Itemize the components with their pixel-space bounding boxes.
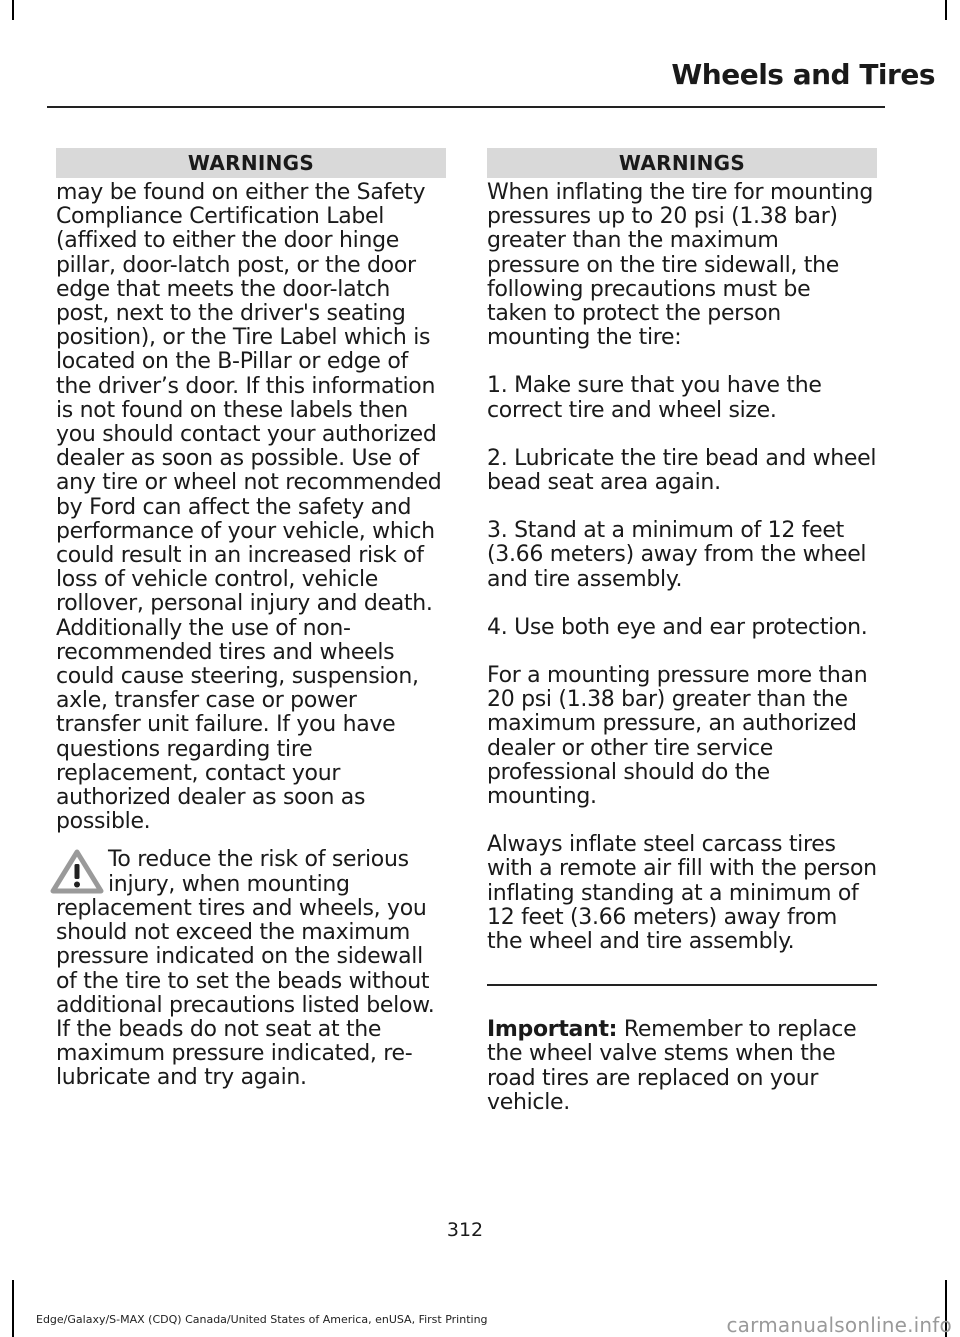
page-number: 312 [446,1219,484,1241]
right-column [487,148,877,1115]
step-1: 1. Make sure that you have the correct tire and wheel size. [487,373,822,423]
warnings-heading-right: WARNINGS [487,148,877,178]
important-label: Important: [487,1017,618,1043]
crop-mark-top-left [12,0,14,20]
step-4: 4. Use both eye and ear protection. [487,614,868,640]
caution-text: To reduce the risk of serious injury, when mounting replacement tires and wheels, you should not exceed the maximum pressure indicated on the sidewall of the tire to set the beads without additional precautions listed below. If the beads do not seat at the maximum pressure indicated, re-lubricate and try again. [56,847,435,1091]
dealer-note: For a mounting pressure more than 20 psi (1.38 bar) greater than the maximum pressure, an authorized dealer or other tire service professional should do the mounting. [487,663,868,810]
crop-mark-bottom-left [12,1280,14,1337]
section-divider [487,984,877,986]
warning-triangle-icon [50,848,104,894]
page-title: Wheels and Tires [671,58,935,91]
title-divider [47,106,885,108]
step-3: 3. Stand at a minimum of 12 feet (3.66 meters) away from the wheel and tire assembly. [487,518,867,592]
remote-fill-note: Always inflate steel carcass tires with a remote air fill with the person inflating standing at a minimum of 12 feet (3.66 meters) away from the wheel and tire assembly. [487,832,877,955]
print-info: Edge/Galaxy/S-MAX (CDQ) Canada/United States of America, enUSA, First Printing [36,1313,488,1326]
watermark: carmanualsonline.info [726,1313,952,1337]
inflation-intro: When inflating the tire for mounting pressures up to 20 psi (1.38 bar) greater than the maximum pressure on the tire sidewall, the following precautions must be taken to protect the person mounting the tire: [487,180,873,351]
important-text: Remember to replace the wheel valve stems when the road tires are replaced on your vehicle. [487,1017,857,1115]
caution-block [56,848,446,1090]
left-column [56,148,446,1091]
step-2: 2. Lubricate the tire bead and wheel bead seat area again. [487,445,877,496]
warning-text: may be found on either the Safety Compliance Certification Label (affixed to either the door hinge pillar, door-latch post, or the door edge that meets the door-latch post, next to the driver's seating position), or the Tire Label which is located on the B-Pillar or edge of the driver’s door. If this information is not found on these labels then you should contact your authorized dealer as soon as possible. Use of any tire or wheel not recommended by Ford can affect the safety and performance of your vehicle, which could result in an increased risk of loss of vehicle control, vehicle rollover, personal injury and death. Additionally the use of non-recommended tires and wheels could cause steering, suspension, axle, transfer case or power transfer unit failure. If you have questions regarding tire replacement, contact your authorized dealer as soon as possible. [56,180,442,835]
warnings-heading: WARNINGS [56,148,446,178]
crop-mark-top-right [945,0,947,20]
important-note [487,1018,877,1115]
